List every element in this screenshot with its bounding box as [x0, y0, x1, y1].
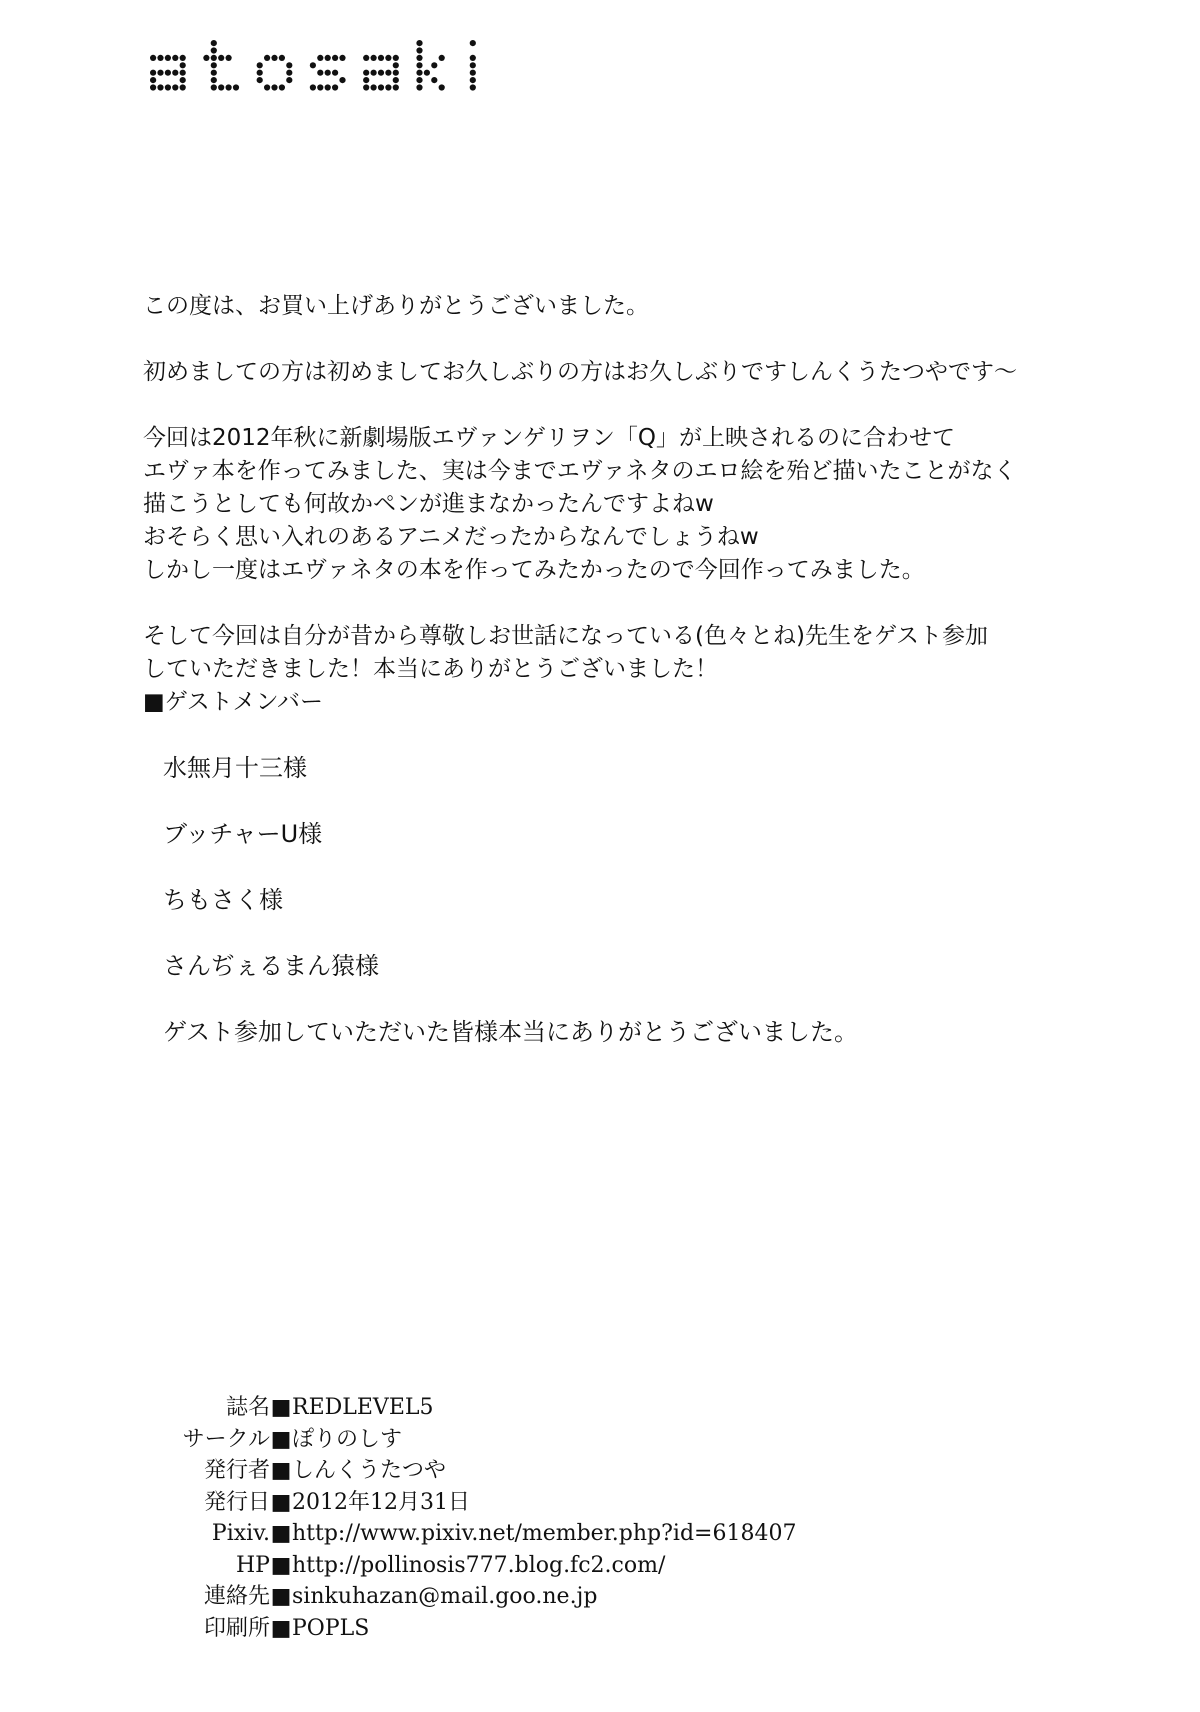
separator-mark: ■ [270, 1426, 292, 1452]
logo-dot [157, 84, 163, 90]
logo-dot [180, 55, 186, 61]
logo-dot [180, 77, 186, 83]
logo-dot [211, 77, 217, 83]
colophon-row [150, 1581, 950, 1613]
logo-dot [211, 55, 217, 61]
logo-dot [325, 55, 331, 61]
story-line: 描こうとしても何故かペンが進まなかったんですよねw [143, 491, 714, 517]
logo-dot [325, 70, 331, 76]
colophon-row [150, 1518, 950, 1550]
colophon-value: 2012年12月31日 [292, 1489, 470, 1515]
logo-dot [470, 77, 476, 83]
colophon-value: ぽりのしす [292, 1426, 403, 1452]
logo-dot [424, 70, 430, 76]
logo-dot [470, 62, 476, 68]
logo-dot [218, 55, 224, 61]
logo-dot [172, 55, 178, 61]
afterword-body [143, 290, 1143, 752]
logo-dot [439, 84, 445, 90]
logo-dot [393, 55, 399, 61]
colophon-value: http://pollinosis777.blog.fc2.com/ [292, 1552, 666, 1578]
story-line: おそらく思い入れのあるアニメだったからなんでしょうねw [143, 524, 759, 550]
logo-dot-matrix [150, 40, 530, 92]
story-line: 今回は2012年秋に新劇場版エヴァンゲリヲン「Q」が上映されるのに合わせて [143, 425, 955, 451]
guest-members-heading: ■ゲストメンバー [143, 689, 323, 715]
logo-dot [226, 84, 232, 90]
colophon-value: POPLS [292, 1615, 370, 1641]
logo-dot [416, 77, 422, 83]
logo-dot [286, 62, 292, 68]
intro-line: 初めましての方は初めましてお久しぶりの方はお久しぶりですしんくうたつやです～ [143, 359, 1017, 385]
guest-intro-line: そして今回は自分が昔から尊敬しお世話になっている(色々とね)先生をゲスト参加 [143, 623, 989, 649]
logo-dot [226, 55, 232, 61]
logo-dot [286, 77, 292, 83]
logo-dot [385, 84, 391, 90]
logo-dot [264, 55, 270, 61]
logo-dot [317, 55, 323, 61]
colophon-label: 誌名 [225, 1395, 270, 1420]
colophon-value: REDLEVEL5 [292, 1395, 434, 1420]
colophon-label: サークル [182, 1426, 270, 1452]
separator-mark: ■ [270, 1458, 292, 1483]
logo-dot [211, 84, 217, 90]
colophon-row [150, 1487, 950, 1519]
logo-dot [371, 55, 377, 61]
logo-dot [332, 70, 338, 76]
logo-dot [363, 77, 369, 83]
guest-name: ちもさく様 [163, 886, 283, 914]
logo-dot [470, 40, 476, 46]
logo-dot [264, 84, 270, 90]
logo-dot [431, 62, 437, 68]
guest-thanks: ゲスト参加していただいた皆様本当にありがとうございました。 [163, 1018, 859, 1046]
logo-dot [211, 62, 217, 68]
logo-dot [211, 40, 217, 46]
separator-mark: ■ [270, 1615, 292, 1641]
colophon-row [150, 1392, 950, 1424]
logo-dot [180, 70, 186, 76]
colophon-label: HP [236, 1552, 270, 1578]
logo-dot [165, 84, 171, 90]
logo-dot [257, 77, 263, 83]
logo-dot [257, 70, 263, 76]
logo-dot [203, 55, 209, 61]
logo-dot [172, 84, 178, 90]
logo-dot [416, 47, 422, 53]
greeting-paragraph [143, 290, 1143, 323]
logo-dot [363, 55, 369, 61]
separator-mark: ■ [270, 1521, 292, 1546]
colophon-label: 印刷所 [203, 1615, 270, 1641]
logo-dot [470, 55, 476, 61]
logo-dot [371, 70, 377, 76]
logo-dot [416, 62, 422, 68]
separator-mark: ■ [270, 1584, 292, 1609]
colophon [150, 1392, 950, 1644]
separator-mark: ■ [270, 1552, 292, 1578]
logo-dot [271, 55, 277, 61]
logo-dot [416, 70, 422, 76]
guest-intro-paragraph [143, 620, 1143, 719]
logo-dot [279, 55, 285, 61]
atosaki-dot-logo [150, 40, 530, 92]
logo-dot [310, 62, 316, 68]
logo-dot [310, 84, 316, 90]
logo-dot [378, 55, 384, 61]
logo-dot [378, 70, 384, 76]
colophon-row [150, 1424, 950, 1456]
logo-dot [257, 62, 263, 68]
logo-dot [385, 70, 391, 76]
colophon-row [150, 1550, 950, 1582]
story-line: しかし一度はエヴァネタの本を作ってみたかったので今回作ってみました。 [143, 557, 925, 583]
guest-name: 水無月十三様 [163, 754, 307, 782]
logo-dot [363, 70, 369, 76]
logo-dot [150, 84, 156, 90]
logo-dot [271, 84, 277, 90]
logo-dot [165, 70, 171, 76]
logo-dot [339, 55, 345, 61]
logo-dot [339, 77, 345, 83]
colophon-row [150, 1613, 950, 1645]
logo-dot [470, 84, 476, 90]
story-line: エヴァ本を作ってみました、実は今までエヴァネタのエロ絵を殆ど描いたことがなく [143, 458, 1017, 484]
logo-dot [150, 70, 156, 76]
separator-mark: ■ [270, 1395, 292, 1420]
logo-dot [416, 84, 422, 90]
logo-dot [332, 84, 338, 90]
logo-dot [393, 84, 399, 90]
colophon-label: 連絡先 [203, 1584, 270, 1609]
colophon-value: http://www.pixiv.net/member.php?id=618407 [292, 1521, 797, 1546]
logo-dot [393, 70, 399, 76]
logo-dot [431, 77, 437, 83]
logo-dot [439, 55, 445, 61]
logo-dot [218, 84, 224, 90]
logo-dot [286, 70, 292, 76]
colophon-row [150, 1455, 950, 1487]
logo-dot [317, 70, 323, 76]
logo-dot [279, 84, 285, 90]
logo-dot [180, 62, 186, 68]
logo-dot [157, 55, 163, 61]
logo-dot [211, 47, 217, 53]
logo-dot [317, 84, 323, 90]
logo-dot [150, 55, 156, 61]
logo-dot [157, 70, 163, 76]
guest-name: さんぢぇるまん猿様 [163, 952, 379, 980]
colophon-label: 発行者 [203, 1458, 270, 1483]
guest-name: ブッチャーU様 [163, 820, 323, 848]
logo-dot [363, 84, 369, 90]
colophon-label: 発行日 [203, 1489, 270, 1515]
separator-mark: ■ [270, 1489, 292, 1515]
greeting-line: この度は、お買い上げありがとうございました。 [143, 293, 649, 319]
logo-dot [332, 55, 338, 61]
logo-dot [211, 70, 217, 76]
logo-dot [393, 62, 399, 68]
intro-paragraph [143, 356, 1143, 389]
logo-dot [150, 77, 156, 83]
logo-dot [371, 84, 377, 90]
logo-dot [470, 70, 476, 76]
logo-dot [385, 55, 391, 61]
logo-dot [378, 84, 384, 90]
colophon-value: しんくうたつや [292, 1458, 447, 1483]
logo-dot [393, 77, 399, 83]
logo-dot [165, 55, 171, 61]
story-paragraph [143, 422, 1143, 587]
logo-dot [233, 84, 239, 90]
logo-dot [416, 55, 422, 61]
colophon-value: sinkuhazan@mail.goo.ne.jp [292, 1584, 598, 1609]
guest-intro-line: していただきました！本当にありがとうございました！ [143, 656, 718, 682]
logo-dot [416, 40, 422, 46]
colophon-label: Pixiv. [211, 1521, 270, 1546]
logo-dot [180, 84, 186, 90]
logo-dot [172, 70, 178, 76]
logo-dot [325, 84, 331, 90]
